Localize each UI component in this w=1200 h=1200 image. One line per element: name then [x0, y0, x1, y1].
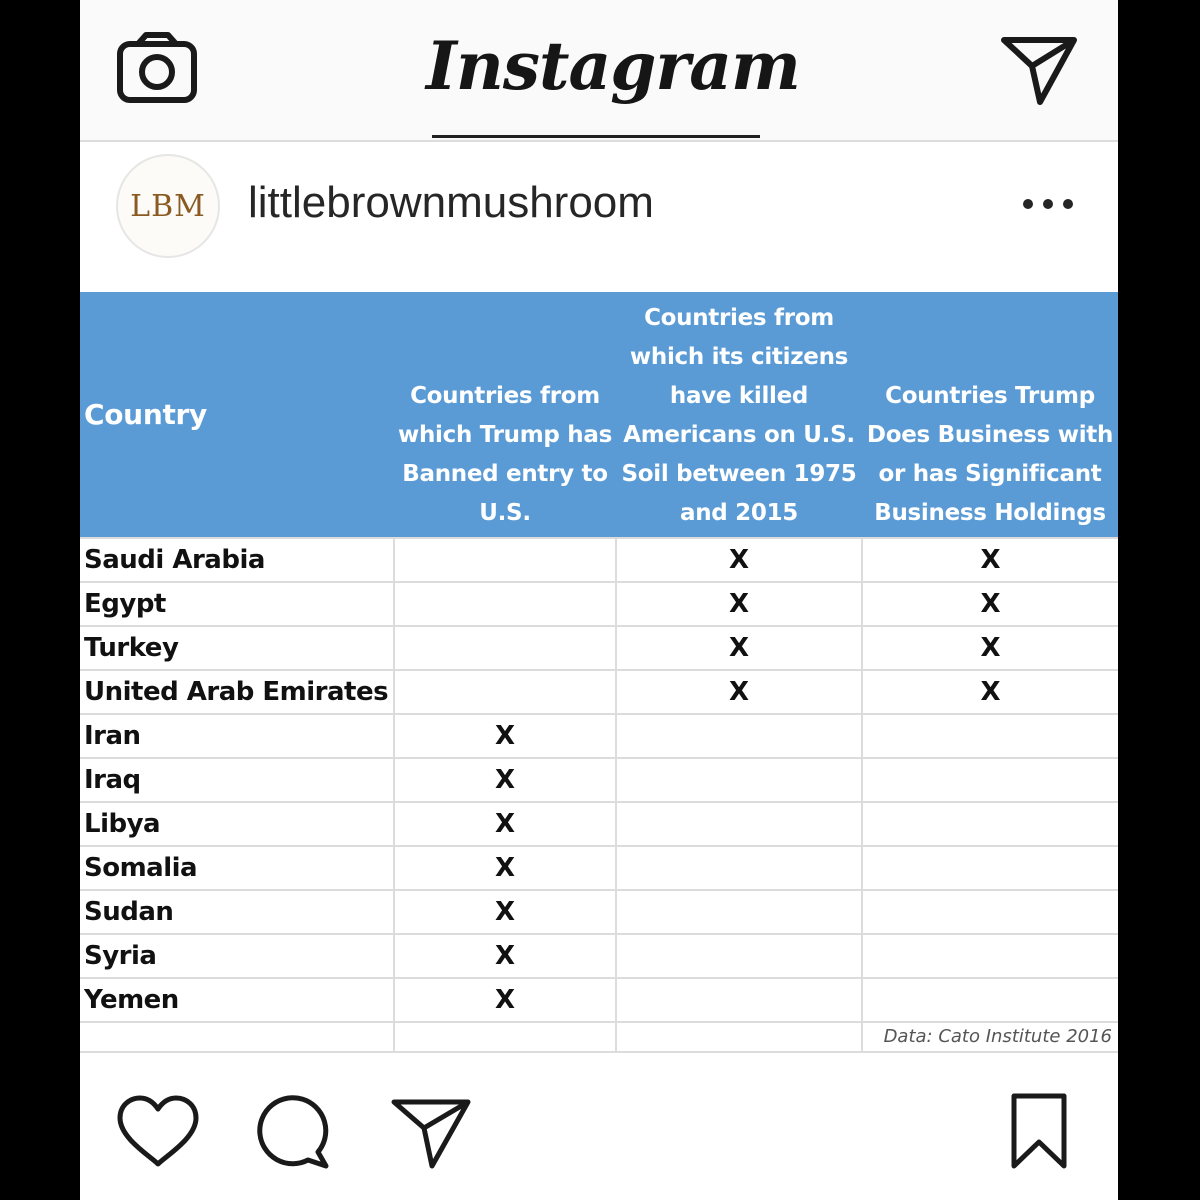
business-cell: X [862, 670, 1118, 714]
country-name: Iraq [80, 758, 394, 802]
empty-cell [616, 1022, 862, 1052]
business-cell [862, 978, 1118, 1022]
post-action-bar [80, 1060, 1118, 1200]
header-country: Country [84, 398, 207, 431]
business-cell [862, 802, 1118, 846]
country-name: Somalia [80, 846, 394, 890]
business-cell [862, 758, 1118, 802]
killed-cell: X [616, 582, 862, 626]
killed-cell: X [616, 670, 862, 714]
feed-tab-underline [432, 135, 760, 138]
business-cell: X [862, 538, 1118, 582]
business-cell [862, 890, 1118, 934]
business-cell: X [862, 626, 1118, 670]
banned-cell [394, 582, 616, 626]
banned-cell: X [394, 978, 616, 1022]
empty-cell [80, 1022, 394, 1052]
table-row [80, 758, 1118, 802]
banned-cell: X [394, 890, 616, 934]
app-logo [426, 18, 800, 138]
table-row [80, 538, 1118, 582]
business-cell [862, 934, 1118, 978]
bookmark-icon[interactable] [1010, 1092, 1068, 1170]
heart-icon[interactable] [116, 1094, 200, 1170]
empty-cell [394, 1022, 616, 1052]
app-title: Instagram [426, 27, 800, 105]
killed-cell [616, 802, 862, 846]
country-name: Iran [80, 714, 394, 758]
country-name: Libya [80, 802, 394, 846]
source-row [80, 1022, 1118, 1052]
paper-plane-icon[interactable] [390, 1096, 472, 1170]
table-row [80, 670, 1118, 714]
country-name: Egypt [80, 582, 394, 626]
banned-cell [394, 670, 616, 714]
header-killed: Countries from which its citizens have killed Americans on U.S. Soil between 1975 and 2015 [621, 305, 857, 526]
avatar-monogram: LBM [130, 188, 206, 224]
table-row [80, 714, 1118, 758]
table-header-row [80, 292, 1118, 538]
table-row [80, 846, 1118, 890]
data-source-note: Data: Cato Institute 2016 [862, 1022, 1118, 1052]
banned-cell: X [394, 714, 616, 758]
banned-cell: X [394, 802, 616, 846]
killed-cell [616, 758, 862, 802]
business-cell [862, 714, 1118, 758]
table-row [80, 626, 1118, 670]
country-name: Syria [80, 934, 394, 978]
country-name: Yemen [80, 978, 394, 1022]
speech-bubble-icon[interactable] [256, 1094, 332, 1170]
post-header [80, 142, 1118, 292]
avatar[interactable] [116, 154, 220, 258]
country-name: United Arab Emirates [80, 670, 394, 714]
header-business: Countries Trump Does Business with or has Significant Business Holdings [866, 383, 1114, 526]
country-name: Sudan [80, 890, 394, 934]
killed-cell: X [616, 538, 862, 582]
post-image-table [80, 292, 1118, 1054]
killed-cell [616, 978, 862, 1022]
top-bar [80, 0, 1118, 142]
killed-cell [616, 934, 862, 978]
paper-plane-icon[interactable] [1000, 34, 1078, 106]
country-name: Saudi Arabia [80, 538, 394, 582]
table-row [80, 802, 1118, 846]
banned-cell: X [394, 758, 616, 802]
banned-cell: X [394, 846, 616, 890]
business-cell [862, 846, 1118, 890]
table-row [80, 890, 1118, 934]
more-dots-icon[interactable] [1020, 192, 1076, 216]
banned-cell [394, 626, 616, 670]
table-row [80, 582, 1118, 626]
phone-screen [80, 0, 1118, 1200]
killed-cell [616, 714, 862, 758]
killed-cell [616, 846, 862, 890]
business-cell: X [862, 582, 1118, 626]
header-banned: Countries from which Trump has Banned entry to U.S. [398, 383, 612, 526]
table-row [80, 978, 1118, 1022]
camera-icon[interactable] [116, 32, 198, 104]
country-table [80, 292, 1118, 1053]
killed-cell: X [616, 626, 862, 670]
banned-cell: X [394, 934, 616, 978]
killed-cell [616, 890, 862, 934]
table-row [80, 934, 1118, 978]
post-username[interactable]: littlebrownmushroom [248, 178, 654, 227]
country-name: Turkey [80, 626, 394, 670]
banned-cell [394, 538, 616, 582]
